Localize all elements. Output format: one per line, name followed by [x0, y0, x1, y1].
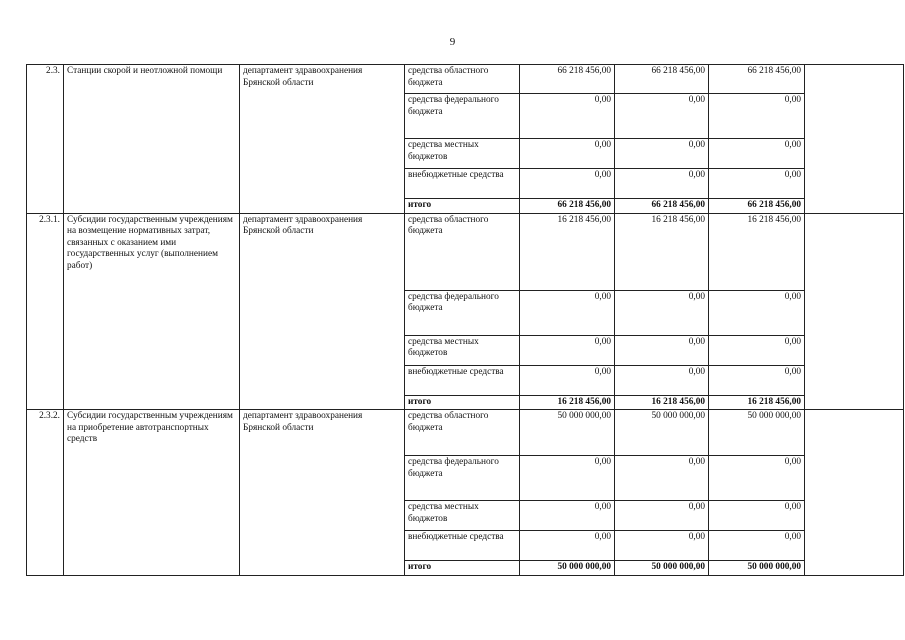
source-label: средства областного бюджета — [405, 410, 520, 456]
value-cell: 0,00 — [520, 335, 615, 365]
value-cell: 0,00 — [615, 169, 709, 199]
value-cell: 0,00 — [615, 456, 709, 501]
source-label: средства федерального бюджета — [405, 94, 520, 139]
value-cell: 66 218 456,00 — [709, 199, 805, 214]
source-label: средства федерального бюджета — [405, 290, 520, 335]
value-cell: 0,00 — [709, 139, 805, 169]
budget-table — [26, 64, 904, 576]
value-cell: 16 218 456,00 — [615, 213, 709, 290]
value-cell: 0,00 — [520, 456, 615, 501]
value-cell: 0,00 — [520, 365, 615, 395]
value-cell: 0,00 — [520, 290, 615, 335]
value-cell: 0,00 — [615, 531, 709, 561]
source-label: итого — [405, 199, 520, 214]
measure-name: Субсидии государственным учреждениям на приобретение автотранспортных средств — [64, 410, 240, 576]
source-label: средства местных бюджетов — [405, 501, 520, 531]
table-row — [27, 65, 904, 94]
value-cell: 0,00 — [520, 501, 615, 531]
value-cell: 50 000 000,00 — [615, 561, 709, 576]
empty-cell — [805, 213, 904, 410]
value-cell: 0,00 — [520, 94, 615, 139]
measure-name: Станции скорой и неотложной помощи — [64, 65, 240, 214]
table-row — [27, 410, 904, 456]
source-label: средства местных бюджетов — [405, 335, 520, 365]
empty-cell — [805, 410, 904, 576]
row-index: 2.3.1. — [27, 213, 64, 410]
value-cell: 16 218 456,00 — [520, 213, 615, 290]
value-cell: 66 218 456,00 — [615, 65, 709, 94]
value-cell: 50 000 000,00 — [520, 410, 615, 456]
row-index: 2.3.2. — [27, 410, 64, 576]
value-cell: 0,00 — [709, 365, 805, 395]
source-label: средства федерального бюджета — [405, 456, 520, 501]
value-cell: 0,00 — [615, 139, 709, 169]
value-cell: 0,00 — [709, 290, 805, 335]
value-cell: 50 000 000,00 — [615, 410, 709, 456]
value-cell: 0,00 — [709, 94, 805, 139]
measure-name: Субсидии государственным учреждениям на возмещение нормативных затрат, связанных с оказанием ими государственных услуг (выполнением работ) — [64, 213, 240, 410]
source-label: итого — [405, 395, 520, 410]
value-cell: 66 218 456,00 — [615, 199, 709, 214]
source-label: итого — [405, 561, 520, 576]
value-cell: 50 000 000,00 — [520, 561, 615, 576]
value-cell: 0,00 — [709, 531, 805, 561]
value-cell: 0,00 — [615, 94, 709, 139]
empty-cell — [805, 65, 904, 214]
source-label: внебюджетные средства — [405, 365, 520, 395]
value-cell: 66 218 456,00 — [520, 65, 615, 94]
value-cell: 0,00 — [520, 169, 615, 199]
value-cell: 0,00 — [520, 139, 615, 169]
executor: департамент здравоохранения Брянской области — [240, 410, 405, 576]
value-cell: 0,00 — [709, 169, 805, 199]
row-index: 2.3. — [27, 65, 64, 214]
value-cell: 50 000 000,00 — [709, 561, 805, 576]
value-cell: 0,00 — [709, 456, 805, 501]
source-label: средства местных бюджетов — [405, 139, 520, 169]
value-cell: 0,00 — [709, 335, 805, 365]
value-cell: 16 218 456,00 — [520, 395, 615, 410]
value-cell: 0,00 — [709, 501, 805, 531]
value-cell: 16 218 456,00 — [615, 395, 709, 410]
source-label: средства областного бюджета — [405, 65, 520, 94]
source-label: средства областного бюджета — [405, 213, 520, 290]
source-label: внебюджетные средства — [405, 169, 520, 199]
value-cell: 16 218 456,00 — [709, 395, 805, 410]
value-cell: 0,00 — [615, 290, 709, 335]
source-label: внебюджетные средства — [405, 531, 520, 561]
value-cell: 66 218 456,00 — [709, 65, 805, 94]
executor: департамент здравоохранения Брянской области — [240, 65, 405, 214]
value-cell: 0,00 — [615, 501, 709, 531]
value-cell: 0,00 — [520, 531, 615, 561]
value-cell: 66 218 456,00 — [520, 199, 615, 214]
table-row — [27, 213, 904, 290]
value-cell: 0,00 — [615, 365, 709, 395]
page-number: 9 — [449, 36, 456, 48]
value-cell: 50 000 000,00 — [709, 410, 805, 456]
value-cell: 16 218 456,00 — [709, 213, 805, 290]
value-cell: 0,00 — [615, 335, 709, 365]
executor: департамент здравоохранения Брянской области — [240, 213, 405, 410]
